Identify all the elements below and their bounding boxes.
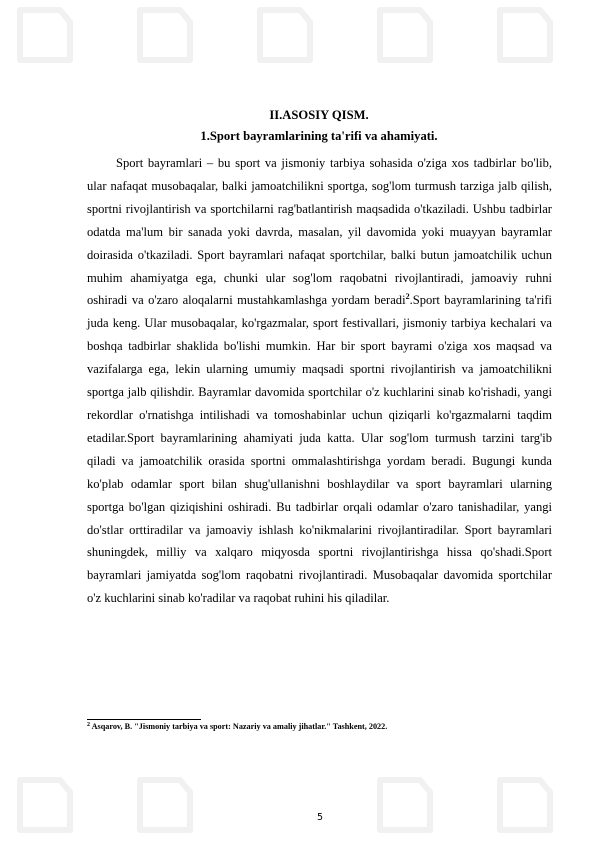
footnote-reference[interactable]: 2 [405, 292, 410, 302]
subsection-title: 1.Sport bayramlarining ta'rifi va ahamiyati. [200, 129, 438, 143]
footnote-number: 2 [87, 722, 90, 728]
footnote-divider [87, 719, 201, 720]
section-title: II.ASOSIY QISM. [269, 108, 369, 122]
paragraph-part-1: Sport bayramlari – bu sport va jismoniy tarbiya sohasida o'ziga xos tadbirlar bo'lib, ular nafaqat musobaqalar, balki jamoatchilikni sportga, sog'lom turmush tarziga jalb qilish, sportni rivojlantirish va sportchilarni rag'batlantirish maqsadida o'tkaziladi. Ushbu tadbirlar odatda ma'lum bir sanada yoki davrda, masalan, yil davomida yoki muayyan bayramlar doirasida o'tkaziladi. Sport bayramlari nafaqat sportchilar, balki butun jamoatchilik uchun muhim ahamiyatga ega, chunki ular sog'lom raqobatni rivojlantiradi, jamoaviy ruhni oshiradi va o'zaro aloqalarni mustahkamlashga yordam beradi [87, 156, 552, 308]
page-number: 5 [316, 812, 324, 823]
main-paragraph [87, 152, 552, 610]
body-text [87, 152, 552, 610]
footnote-text: Asqarov, B. "Jismoniy tarbiya va sport: Nazariy va amaliy jihatlar." Tashkent, 2022. [90, 722, 388, 731]
footnote [87, 722, 387, 732]
paragraph-part-2: .Sport bayramlarining ta'rifi juda keng. Ular musobaqalar, ko'rgazmalar, sport festivallari, jismoniy tarbiya kechalari va boshqa tadbirlar shaklida bo'lishi mumkin. Har bir sport bayrami o'ziga xos maqsad va vazifalarga ega, lekin ularning umumiy maqsadi sportni rivojlantirish va jamoatchilikni sportga jalb qilishdir. Bayramlar davomida sportchilar o'z kuchlarini sinab ko'rishadi, yangi rekordlar o'rnatishga intilishadi va tomoshabinlar uchun qiziqarli ko'rgazmalarni taqdim etadilar.Sport bayramlarining ahamiyati juda katta. Ular sog'lom turmush tarzini targ'ib qiladi va jamoatchilik orasida sportni ommalashtirishga yordam beradi. Bugungi kunda ko'plab odamlar sport bilan shug'ullanishni boshlaydilar va sport bayramlari ularning sportga bo'lgan qiziqishini oshiradi. Bu tadbirlar orqali odamlar o'zaro tanishadilar, yangi do'stlar orttiradilar va jamoaviy ishlash ko'nikmalarini rivojlantiradilar. Sport bayramlari shuningdek, milliy va xalqaro miqyosda sportni rivojlantirishga hissa qo'shadi.Sport bayramlari jamiyatda sog'lom raqobatni rivojlantiradi. Musobaqalar davomida sportchilar o'z kuchlarini sinab ko'radilar va raqobat ruhini his qiladilar. [87, 293, 553, 606]
